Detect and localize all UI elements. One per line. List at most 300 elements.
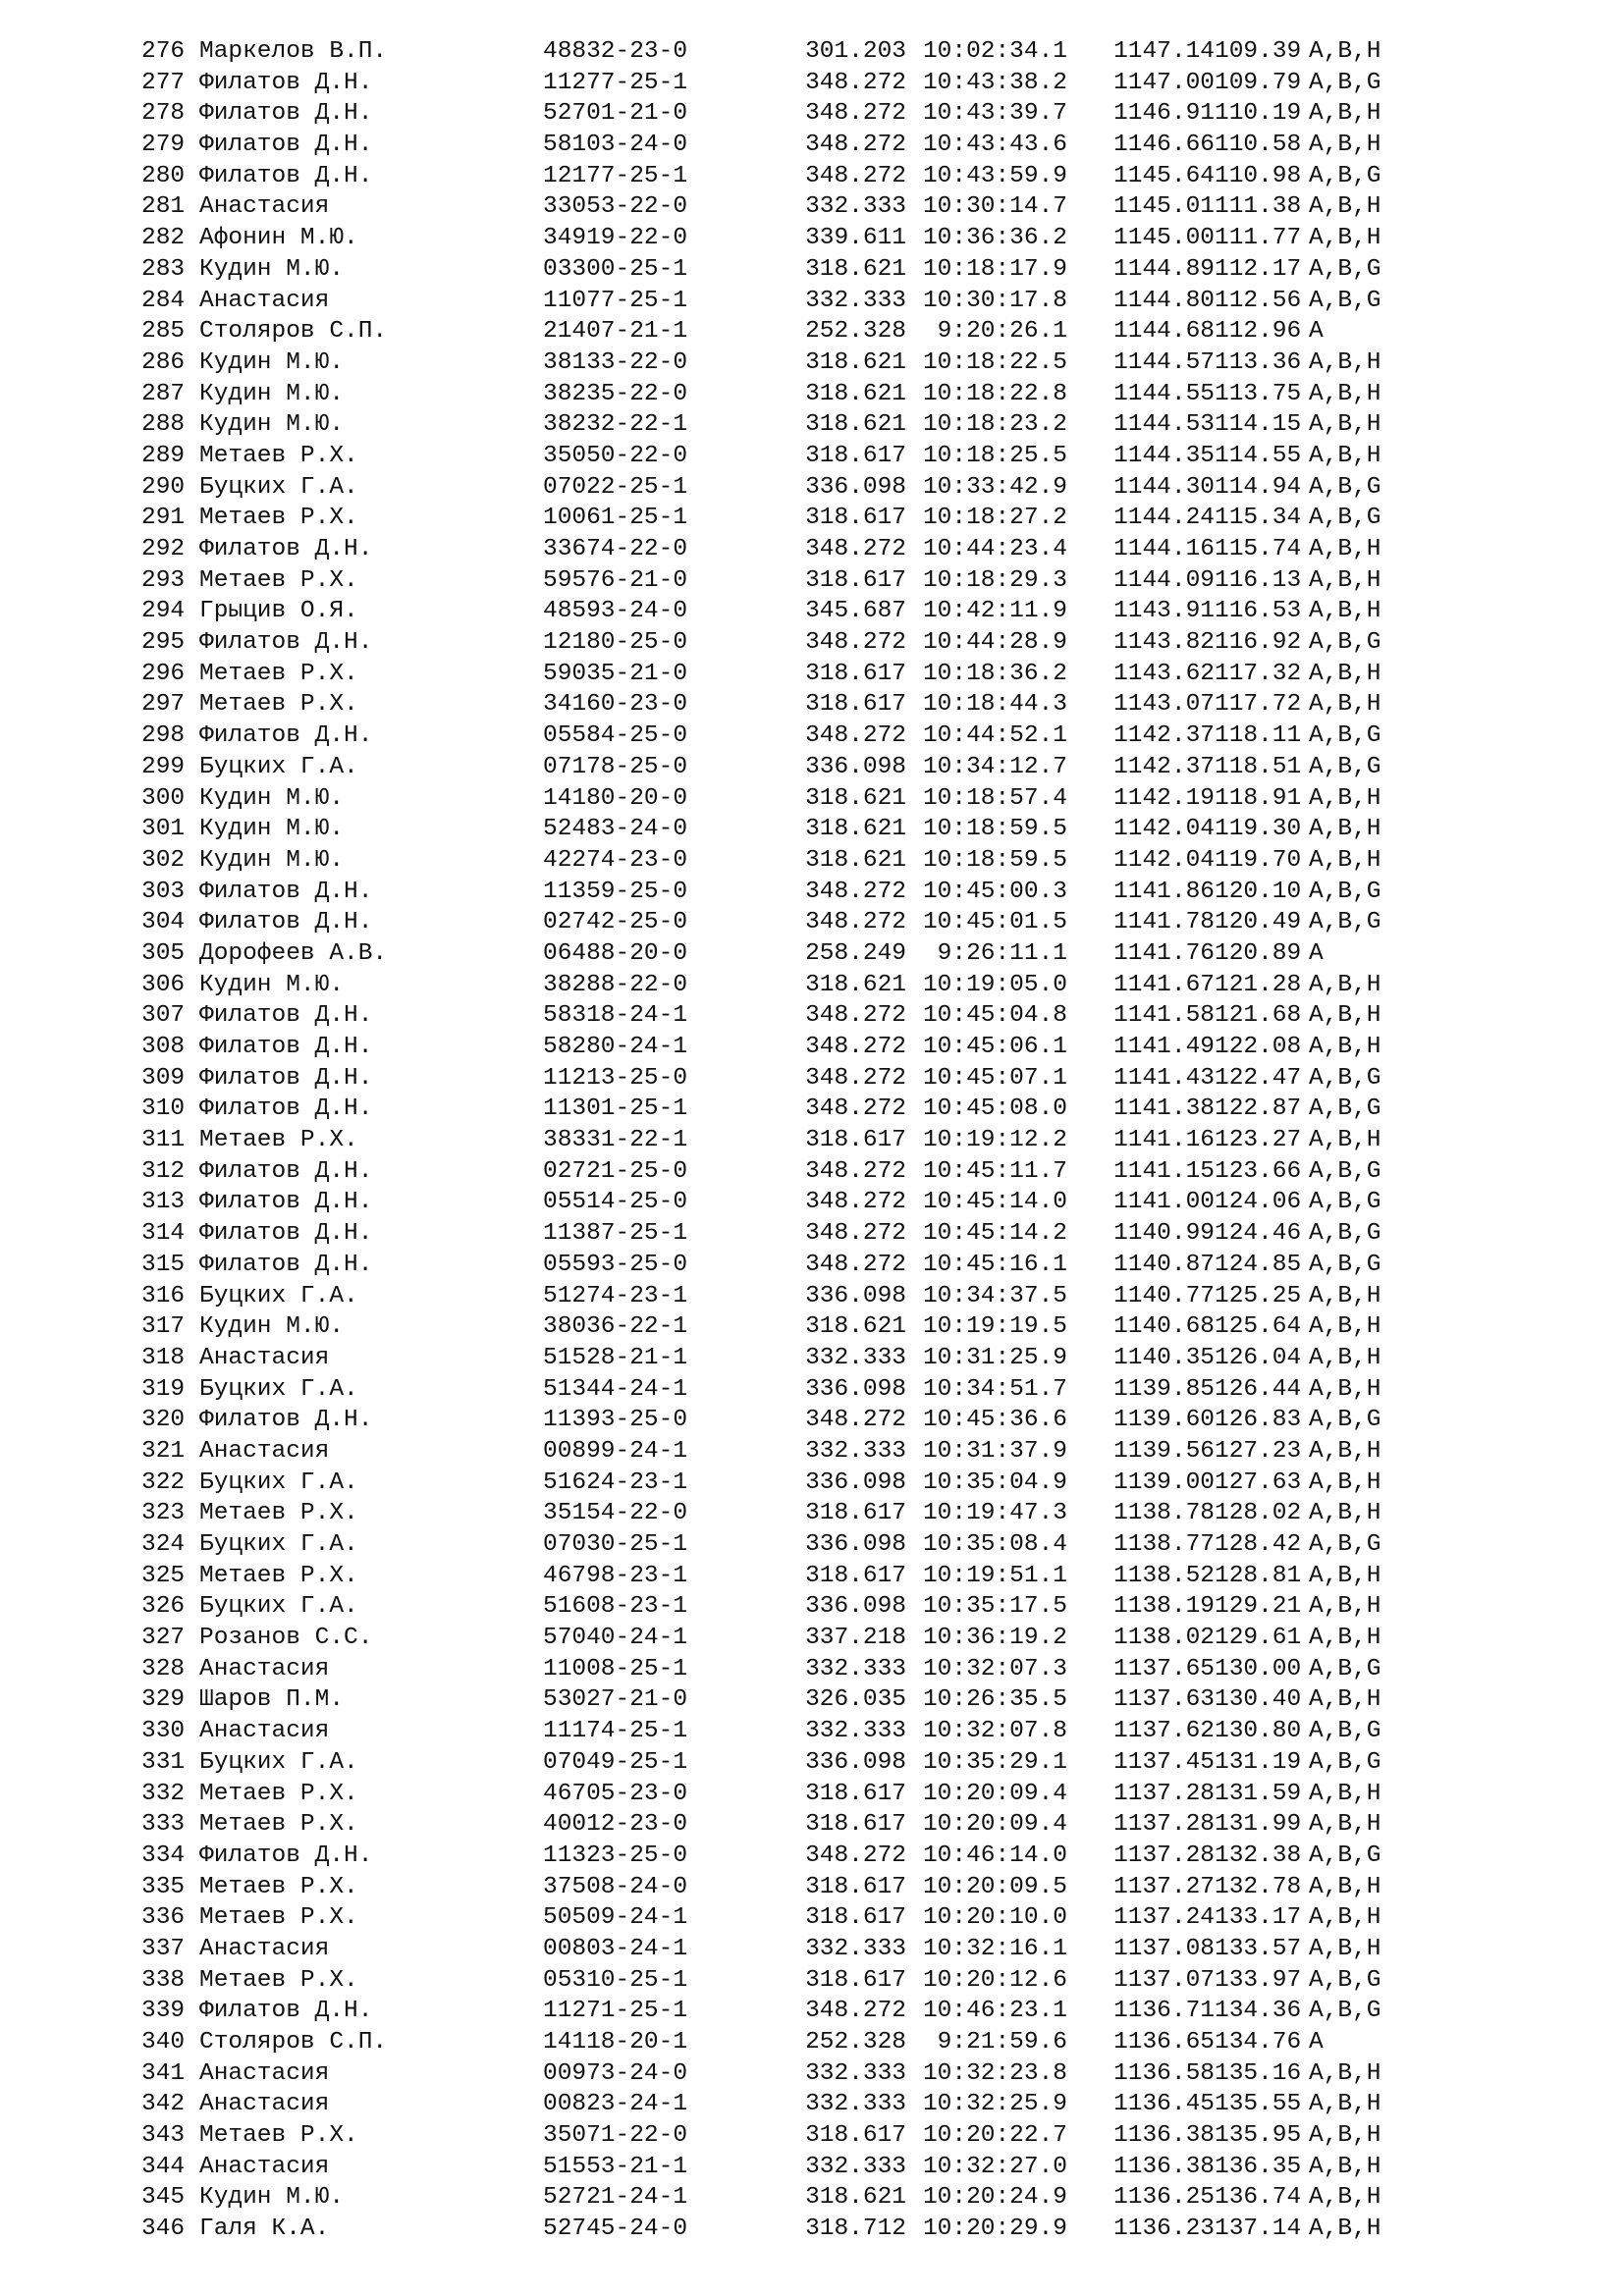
result-place: 283 [141,255,186,283]
result-place: 317 [141,1313,186,1341]
result-row [141,1094,1381,1125]
result-ring: 52701-21-0 [543,100,688,128]
result-speed: 1137.28 [1113,1842,1215,1869]
result-dist: 318.617 [805,1811,906,1839]
result-ring: 52721-24-1 [543,2184,688,2212]
result-ring: 51274-23-1 [543,1282,688,1309]
result-ring: 48593-24-0 [543,598,688,625]
result-ring: 11271-25-1 [543,1998,688,2025]
result-ring: 58318-24-1 [543,1002,688,1030]
result-name: Шаров П.М. [199,1686,345,1714]
result-speed: 1144.68 [1113,318,1215,346]
result-name: Филатов Д.Н. [199,1998,373,2025]
result-coef: 112.56 [1215,287,1302,314]
result-speed: 1139.85 [1113,1375,1215,1403]
result-row [141,1000,1381,1032]
result-time: 10:43:39.7 [922,100,1067,128]
result-time: 10:35:17.5 [922,1593,1067,1621]
result-speed: 1141.15 [1113,1157,1215,1185]
result-ring: 00899-24-1 [543,1437,688,1465]
result-place: 291 [141,505,186,532]
result-cls: A,B,H [1309,1313,1381,1341]
result-speed: 1143.82 [1113,629,1215,657]
result-place: 314 [141,1220,186,1248]
result-name: Кудин М.Ю. [199,1313,345,1341]
result-ring: 12177-25-1 [543,162,688,189]
result-speed: 1140.35 [1113,1344,1215,1371]
result-ring: 35050-22-0 [543,442,688,469]
result-speed: 1142.19 [1113,784,1215,812]
result-cls: A,B,H [1309,1468,1381,1496]
result-speed: 1138.19 [1113,1593,1215,1621]
result-cls: A [1309,939,1324,967]
result-name: Маркелов В.П. [199,38,388,65]
result-ring: 34160-23-0 [543,691,688,719]
result-speed: 1139.60 [1113,1407,1215,1434]
result-place: 310 [141,1095,186,1123]
result-place: 343 [141,2122,186,2150]
result-name: Метаев Р.Х. [199,660,358,687]
result-time: 10:19:47.3 [922,1500,1067,1527]
result-place: 322 [141,1468,186,1496]
result-row [141,1032,1381,1063]
result-dist: 318.621 [805,411,906,439]
result-coef: 116.53 [1215,598,1302,625]
result-cls: A,B,H [1309,1593,1381,1621]
result-coef: 130.80 [1215,1718,1302,1745]
result-coef: 113.75 [1215,380,1302,407]
result-time: 10:45:06.1 [922,1034,1067,1060]
result-time: 10:19:05.0 [922,971,1067,998]
result-time: 10:45:14.0 [922,1189,1067,1216]
result-coef: 110.58 [1215,132,1302,159]
result-speed: 1144.30 [1113,473,1215,501]
result-cls: A,B,G [1309,473,1381,501]
result-place: 276 [141,38,186,65]
result-coef: 118.91 [1215,784,1302,812]
result-row [141,68,1381,99]
result-name: Буцких Г.А. [199,1593,358,1621]
result-dist: 332.333 [805,1437,906,1465]
result-cls: A,B,H [1309,1500,1381,1527]
result-ring: 38331-22-1 [543,1127,688,1154]
result-cls: A,B,H [1309,1282,1381,1309]
result-time: 10:20:12.6 [922,1966,1067,1994]
result-time: 10:18:22.5 [922,348,1067,376]
result-place: 280 [141,162,186,189]
result-cls: A,B,G [1309,1842,1381,1869]
result-time: 10:33:42.9 [922,473,1067,501]
result-dist: 332.333 [805,193,906,221]
result-name: Метаев Р.Х. [199,1873,358,1900]
result-coef: 131.19 [1215,1748,1302,1776]
result-name: Филатов Д.Н. [199,629,373,657]
result-time: 10:46:23.1 [922,1998,1067,2025]
result-row [141,1250,1381,1281]
result-name: Филатов Д.Н. [199,1157,373,1185]
result-row [141,161,1381,192]
result-ring: 11387-25-1 [543,1220,688,1248]
result-ring: 42274-23-0 [543,846,688,874]
result-time: 10:42:11.9 [922,598,1067,625]
result-speed: 1136.38 [1113,2122,1215,2150]
result-place: 336 [141,1904,186,1932]
result-name: Анастасия [199,193,330,221]
result-row [141,1902,1381,1934]
result-cls: A,B,G [1309,1157,1381,1185]
result-place: 292 [141,536,186,562]
result-ring: 51624-23-1 [543,1468,688,1496]
result-name: Метаев Р.Х. [199,1904,358,1932]
result-row [141,379,1381,410]
result-ring: 37508-24-0 [543,1873,688,1900]
result-coef: 116.13 [1215,566,1302,594]
result-ring: 35071-22-0 [543,2122,688,2150]
result-row [141,1965,1381,1997]
result-speed: 1138.02 [1113,1625,1215,1652]
result-ring: 00823-24-1 [543,2091,688,2118]
result-ring: 51553-21-1 [543,2153,688,2180]
result-row [141,472,1381,504]
result-time: 10:20:09.4 [922,1811,1067,1839]
result-coef: 124.46 [1215,1220,1302,1248]
result-speed: 1138.77 [1113,1531,1215,1558]
result-name: Розанов С.С. [199,1625,373,1652]
result-name: Кудин М.Ю. [199,784,345,812]
result-cls: A,B,H [1309,2122,1381,2150]
result-time: 10:18:17.9 [922,255,1067,283]
result-place: 295 [141,629,186,657]
result-time: 9:26:11.1 [937,939,1067,967]
result-coef: 133.57 [1215,1935,1302,1962]
result-dist: 348.272 [805,1842,906,1869]
result-place: 311 [141,1127,186,1154]
result-row [141,877,1381,908]
result-speed: 1141.38 [1113,1095,1215,1123]
result-place: 331 [141,1748,186,1776]
result-name: Кудин М.Ю. [199,846,345,874]
result-speed: 1144.16 [1113,536,1215,562]
result-ring: 40012-23-0 [543,1811,688,1839]
result-cls: A,B,G [1309,1095,1381,1123]
result-ring: 11393-25-0 [543,1407,688,1434]
result-cls: A,B,G [1309,69,1381,96]
result-coef: 120.49 [1215,909,1302,936]
result-place: 330 [141,1718,186,1745]
result-speed: 1146.91 [1113,100,1215,128]
result-dist: 318.617 [805,1966,906,1994]
result-name: Анастасия [199,2091,330,2118]
result-row [141,970,1381,1001]
result-coef: 112.96 [1215,318,1302,346]
result-speed: 1137.65 [1113,1655,1215,1682]
result-dist: 332.333 [805,1718,906,1745]
result-coef: 122.08 [1215,1034,1302,1060]
result-cls: A,B,G [1309,255,1381,283]
result-dist: 348.272 [805,1095,906,1123]
result-time: 10:46:14.0 [922,1842,1067,1869]
result-ring: 11008-25-1 [543,1655,688,1682]
result-coef: 119.30 [1215,816,1302,843]
result-dist: 318.621 [805,380,906,407]
result-time: 10:19:19.5 [922,1313,1067,1341]
result-row [141,98,1381,130]
result-cls: A,B,H [1309,1562,1381,1589]
result-row [141,565,1381,597]
result-time: 10:26:35.5 [922,1686,1067,1714]
result-row [141,191,1381,223]
result-name: Филатов Д.Н. [199,1034,373,1060]
result-coef: 133.97 [1215,1966,1302,1994]
result-place: 333 [141,1811,186,1839]
result-time: 10:35:04.9 [922,1468,1067,1496]
result-row [141,534,1381,565]
result-cls: A,B,G [1309,878,1381,905]
result-coef: 114.55 [1215,442,1302,469]
result-place: 316 [141,1282,186,1309]
result-coef: 120.89 [1215,939,1302,967]
result-row [141,1374,1381,1406]
result-dist: 348.272 [805,162,906,189]
result-speed: 1136.45 [1113,2091,1215,2118]
result-place: 302 [141,846,186,874]
result-time: 10:32:25.9 [922,2091,1067,2118]
result-coef: 133.17 [1215,1904,1302,1932]
result-ring: 11301-25-1 [543,1095,688,1123]
result-row [141,1623,1381,1654]
result-time: 10:34:51.7 [922,1375,1067,1403]
result-row [141,752,1381,783]
result-dist: 326.035 [805,1686,906,1714]
result-coef: 109.39 [1215,38,1302,65]
result-coef: 130.00 [1215,1655,1302,1682]
result-time: 10:44:52.1 [922,722,1067,750]
result-speed: 1141.67 [1113,971,1215,998]
result-cls: A,B,H [1309,1344,1381,1371]
result-name: Филатов Д.Н. [199,162,373,189]
result-dist: 332.333 [805,1655,906,1682]
result-coef: 120.10 [1215,878,1302,905]
result-cls: A,B,H [1309,691,1381,719]
result-place: 312 [141,1157,186,1185]
result-place: 279 [141,132,186,159]
result-place: 300 [141,784,186,812]
result-dist: 336.098 [805,1748,906,1776]
result-ring: 05584-25-0 [543,722,688,750]
result-cls: A,B,H [1309,1375,1381,1403]
result-place: 338 [141,1966,186,1994]
result-cls: A,B,G [1309,287,1381,314]
result-dist: 318.621 [805,255,906,283]
result-cls: A,B,G [1309,1189,1381,1216]
result-name: Анастасия [199,1344,330,1371]
result-row [141,659,1381,690]
result-dist: 348.272 [805,629,906,657]
result-name: Метаев Р.Х. [199,1780,358,1807]
result-time: 10:18:22.8 [922,380,1067,407]
result-cls: A,B,H [1309,598,1381,625]
result-cls: A,B,G [1309,1718,1381,1745]
result-name: Столяров С.П. [199,2029,388,2056]
result-speed: 1142.04 [1113,816,1215,843]
result-coef: 130.40 [1215,1686,1302,1714]
result-place: 339 [141,1998,186,2025]
result-time: 10:32:16.1 [922,1935,1067,1962]
result-dist: 318.617 [805,691,906,719]
result-dist: 348.272 [805,1998,906,2025]
result-name: Буцких Г.А. [199,1468,358,1496]
result-place: 297 [141,691,186,719]
result-dist: 318.617 [805,1500,906,1527]
result-dist: 318.712 [805,2216,906,2243]
result-place: 345 [141,2184,186,2212]
result-coef: 117.32 [1215,660,1302,687]
result-name: Анастасия [199,1718,330,1745]
result-ring: 57040-24-1 [543,1625,688,1652]
result-cls: A,B,G [1309,1064,1381,1092]
result-dist: 318.617 [805,1873,906,1900]
result-row [141,2182,1381,2214]
result-ring: 46798-23-1 [543,1562,688,1589]
result-dist: 348.272 [805,536,906,562]
result-coef: 132.78 [1215,1873,1302,1900]
result-place: 290 [141,473,186,501]
result-speed: 1137.08 [1113,1935,1215,1962]
result-place: 325 [141,1562,186,1589]
result-cls: A,B,G [1309,1407,1381,1434]
result-dist: 348.272 [805,1189,906,1216]
result-time: 10:31:25.9 [922,1344,1067,1371]
result-row [141,1468,1381,1499]
result-time: 10:18:25.5 [922,442,1067,469]
result-ring: 07030-25-1 [543,1531,688,1558]
result-ring: 52483-24-0 [543,816,688,843]
result-cls: A,B,H [1309,1780,1381,1807]
result-place: 296 [141,660,186,687]
result-speed: 1137.24 [1113,1904,1215,1932]
result-ring: 50509-24-1 [543,1904,688,1932]
result-name: Филатов Д.Н. [199,69,373,96]
result-ring: 11277-25-1 [543,69,688,96]
result-place: 319 [141,1375,186,1403]
result-coef: 135.55 [1215,2091,1302,2118]
result-time: 10:45:16.1 [922,1251,1067,1278]
result-speed: 1136.38 [1113,2153,1215,2180]
result-place: 303 [141,878,186,905]
result-row [141,130,1381,161]
result-dist: 348.272 [805,132,906,159]
result-name: Метаев Р.Х. [199,505,358,532]
result-ring: 33053-22-0 [543,193,688,221]
result-place: 288 [141,411,186,439]
result-coef: 125.64 [1215,1313,1302,1341]
result-coef: 137.14 [1215,2216,1302,2243]
result-row [141,907,1381,938]
result-ring: 05310-25-1 [543,1966,688,1994]
result-coef: 116.92 [1215,629,1302,657]
result-place: 313 [141,1189,186,1216]
result-coef: 135.95 [1215,2122,1302,2150]
result-row [141,1996,1381,2027]
result-row [141,286,1381,317]
result-speed: 1138.78 [1113,1500,1215,1527]
result-row [141,1809,1381,1841]
result-name: Филатов Д.Н. [199,1220,373,1248]
result-ring: 14118-20-1 [543,2029,688,2056]
result-name: Дорофеев А.В. [199,939,388,967]
result-place: 298 [141,722,186,750]
result-cls: A,B,G [1309,1966,1381,1994]
result-time: 10:45:00.3 [922,878,1067,905]
result-row [141,1529,1381,1561]
result-name: Буцких Г.А. [199,1375,358,1403]
result-speed: 1143.91 [1113,598,1215,625]
result-time: 10:44:28.9 [922,629,1067,657]
result-place: 281 [141,193,186,221]
result-name: Метаев Р.Х. [199,1500,358,1527]
result-place: 307 [141,1002,186,1030]
result-time: 10:18:29.3 [922,566,1067,594]
result-place: 278 [141,100,186,128]
result-row [141,783,1381,815]
result-name: Метаев Р.Х. [199,1966,358,1994]
result-dist: 348.272 [805,1251,906,1278]
result-name: Филатов Д.Н. [199,1189,373,1216]
result-speed: 1137.62 [1113,1718,1215,1745]
result-row [141,845,1381,877]
result-coef: 117.72 [1215,691,1302,719]
result-speed: 1136.65 [1113,2029,1215,2056]
result-cls: A,B,H [1309,38,1381,65]
result-dist: 318.617 [805,1562,906,1589]
result-dist: 336.098 [805,1531,906,1558]
result-place: 305 [141,939,186,967]
result-row [141,503,1381,534]
result-place: 337 [141,1935,186,1962]
result-dist: 336.098 [805,1468,906,1496]
result-row [141,1311,1381,1343]
result-speed: 1141.76 [1113,939,1215,967]
result-speed: 1139.00 [1113,1468,1215,1496]
result-speed: 1145.64 [1113,162,1215,189]
result-coef: 118.51 [1215,753,1302,780]
result-time: 10:18:27.2 [922,505,1067,532]
result-speed: 1144.09 [1113,566,1215,594]
result-ring: 38232-22-1 [543,411,688,439]
result-cls: A,B,G [1309,629,1381,657]
result-row [141,1436,1381,1468]
result-ring: 35154-22-0 [543,1500,688,1527]
result-time: 10:36:36.2 [922,225,1067,252]
result-coef: 124.06 [1215,1189,1302,1216]
result-name: Филатов Д.Н. [199,1002,373,1030]
result-coef: 123.27 [1215,1127,1302,1154]
result-place: 294 [141,598,186,625]
result-ring: 38036-22-1 [543,1313,688,1341]
result-coef: 110.98 [1215,162,1302,189]
result-ring: 12180-25-0 [543,629,688,657]
result-place: 277 [141,69,186,96]
result-name: Анастасия [199,2153,330,2180]
result-row [141,1498,1381,1529]
result-cls: A,B,H [1309,380,1381,407]
result-dist: 348.272 [805,1407,906,1434]
result-place: 286 [141,348,186,376]
result-name: Галя К.А. [199,2216,330,2243]
result-coef: 134.76 [1215,2029,1302,2056]
result-coef: 109.79 [1215,69,1302,96]
result-coef: 127.63 [1215,1468,1302,1496]
